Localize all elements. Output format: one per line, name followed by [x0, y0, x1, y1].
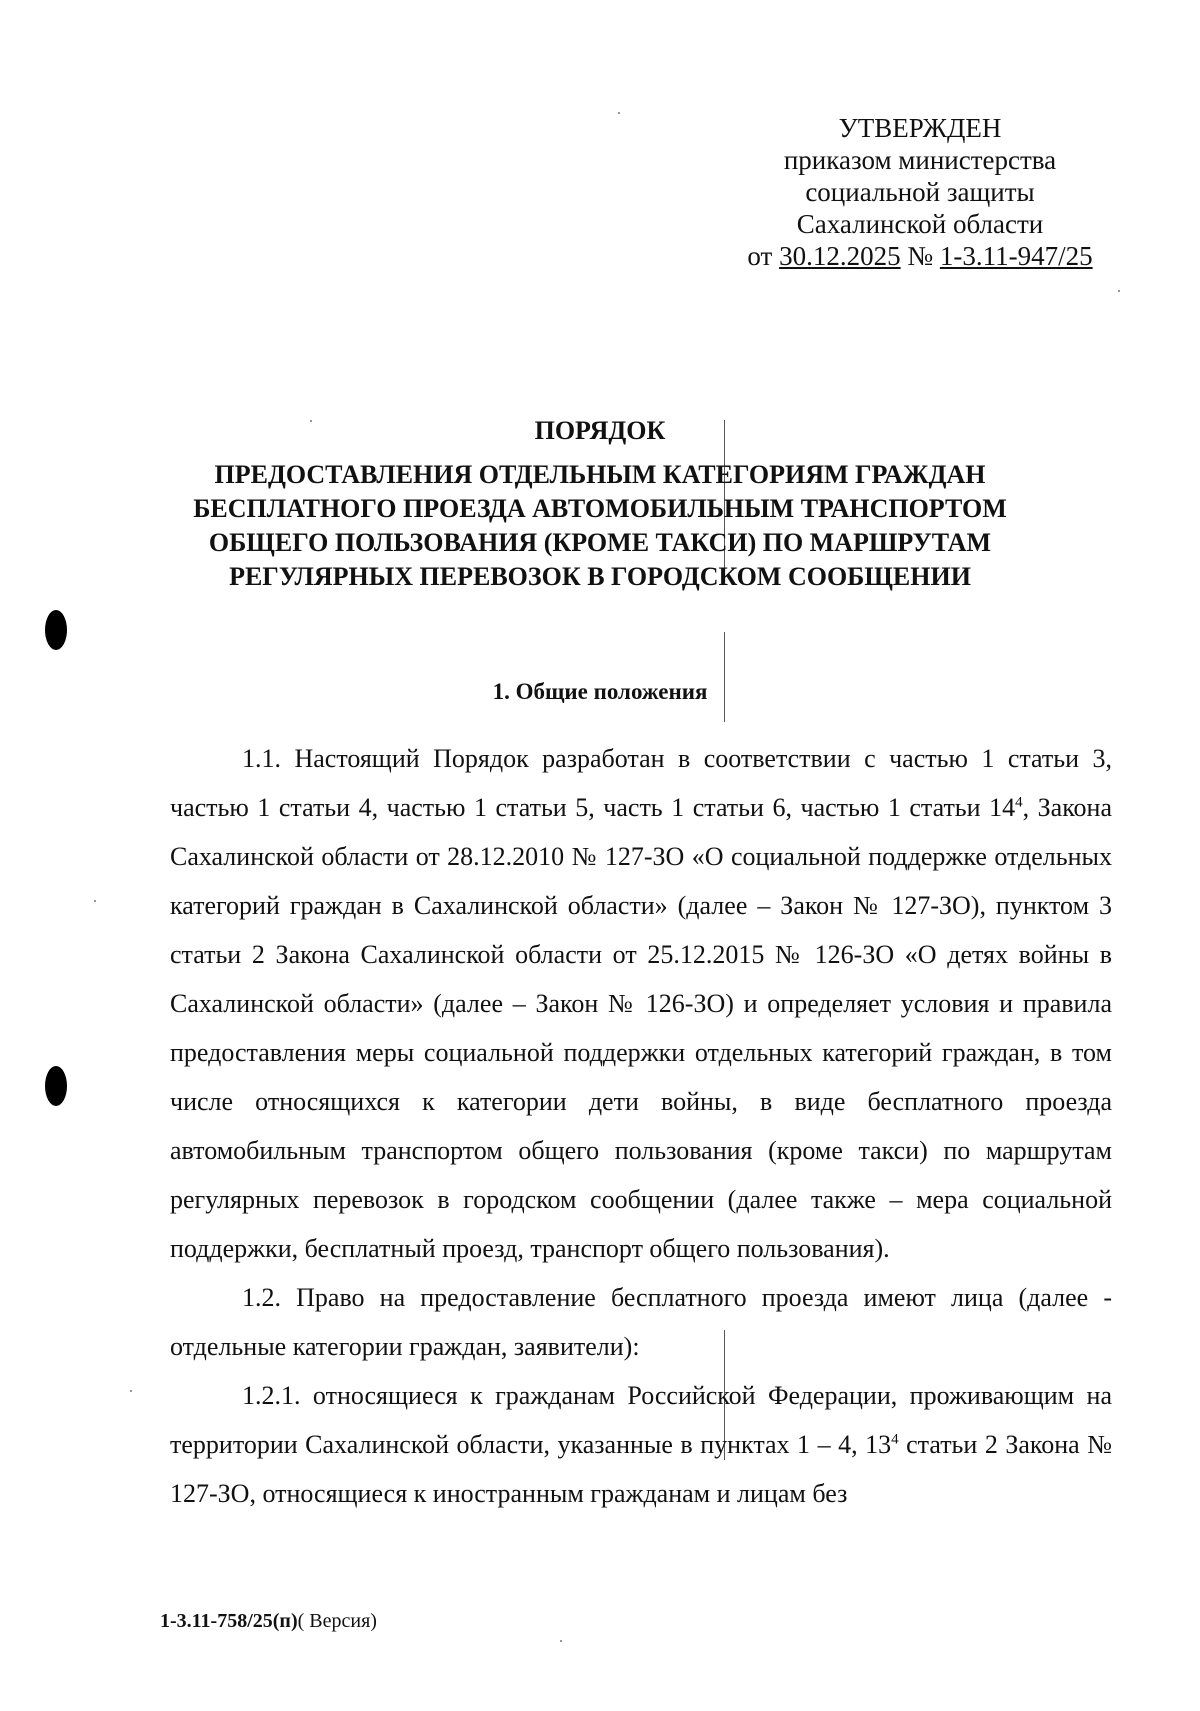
paragraph-text: статьи 2 Закона № 127-ЗО, относящиеся к иностранным гражданам и лицам без: [170, 1430, 1112, 1508]
approval-issuer-line: Сахалинской области: [796, 209, 1044, 239]
superscript: 4: [891, 1431, 899, 1448]
section-heading: 1. Общие положения: [492, 679, 708, 704]
paragraph-1-2-1: [170, 1371, 1112, 1518]
section-body: [170, 734, 1112, 1518]
approval-status: УТВЕРЖДЕН: [838, 113, 1002, 143]
paragraph-1-1: [170, 734, 1112, 1273]
paragraph-text: , Закона Сахалинской области от 28.12.2010 № 127-ЗО «О социальной поддержке отдельных категорий граждан в Сахалинской области» (далее – Закон № 127-ЗО), пунктом 3 статьи 2 Закона Сахалинской области от 25.12.2015 № 126-ЗО «О детях войны в Сахалинской области» (далее – Закон № 126-ЗО) и определяет условия и правила предоставления меры социальной поддержки отдельных категорий граждан, в том числе относящихся к категории дети войны, в виде бесплатного проезда автомобильным транспортом общего пользования (кроме такси) по маршрутам регулярных перевозок в городском сообщении (далее также – мера социальной поддержки, бесплатный проезд, транспорт общего пользования).: [170, 793, 1112, 1263]
approval-date-line: [720, 240, 1120, 272]
title-line: РЕГУЛЯРНЫХ ПЕРЕВОЗОК В ГОРОДСКОМ СООБЩЕНИИ: [229, 562, 971, 591]
order-number: 1-3.11-947/25: [939, 241, 1093, 271]
scan-speck: [1118, 290, 1120, 292]
approval-block: [720, 112, 1120, 272]
scan-speck: [560, 1640, 562, 1642]
title-line: ПРЕДОСТАВЛЕНИЯ ОТДЕЛЬНЫМ КАТЕГОРИЯМ ГРАЖДАН: [214, 460, 986, 489]
number-sign: №: [907, 241, 934, 271]
paragraph-text: 1.1. Настоящий Порядок разработан в соответствии с частью 1 статьи 3, частью 1 статьи 4, частью 1 статьи 5, часть 1 статьи 6, частью 1 статьи 14: [170, 744, 1112, 822]
superscript: 4: [1015, 794, 1023, 811]
document-footer: [160, 1610, 377, 1633]
title-line: ОБЩЕГО ПОЛЬЗОВАНИЯ (КРОМЕ ТАКСИ) ПО МАРШРУТАМ: [208, 528, 992, 557]
scan-speck: [130, 1390, 132, 1392]
document-code: 1-3.11-758/25(п): [160, 1610, 298, 1632]
document-title: [150, 414, 1050, 594]
approval-date: 30.12.2025: [779, 241, 901, 271]
approval-issuer-line: социальной защиты: [805, 177, 1035, 207]
punch-hole: [45, 1066, 67, 1106]
title-heading: ПОРЯДОК: [534, 416, 666, 445]
approval-issuer-line: приказом министерства: [783, 145, 1057, 175]
scan-speck: [94, 900, 96, 902]
punch-hole: [45, 610, 67, 650]
document-version: ( Версия): [297, 1610, 377, 1632]
paragraph-text: 1.2.1. относящиеся к гражданам Российской Федерации, проживающим на территории Сахалинской области, указанные в пунктах 1 – 4, 13: [170, 1381, 1112, 1459]
paragraph-1-2: 1.2. Право на предоставление бесплатного проезда имеют лица (далее - отдельные категории граждан, заявители):: [170, 1283, 1112, 1361]
date-prefix: от: [747, 241, 773, 271]
scan-speck: [618, 112, 620, 114]
title-line: БЕСПЛАТНОГО ПРОЕЗДА АВТОМОБИЛЬНЫМ ТРАНСПОРТОМ: [193, 494, 1007, 523]
